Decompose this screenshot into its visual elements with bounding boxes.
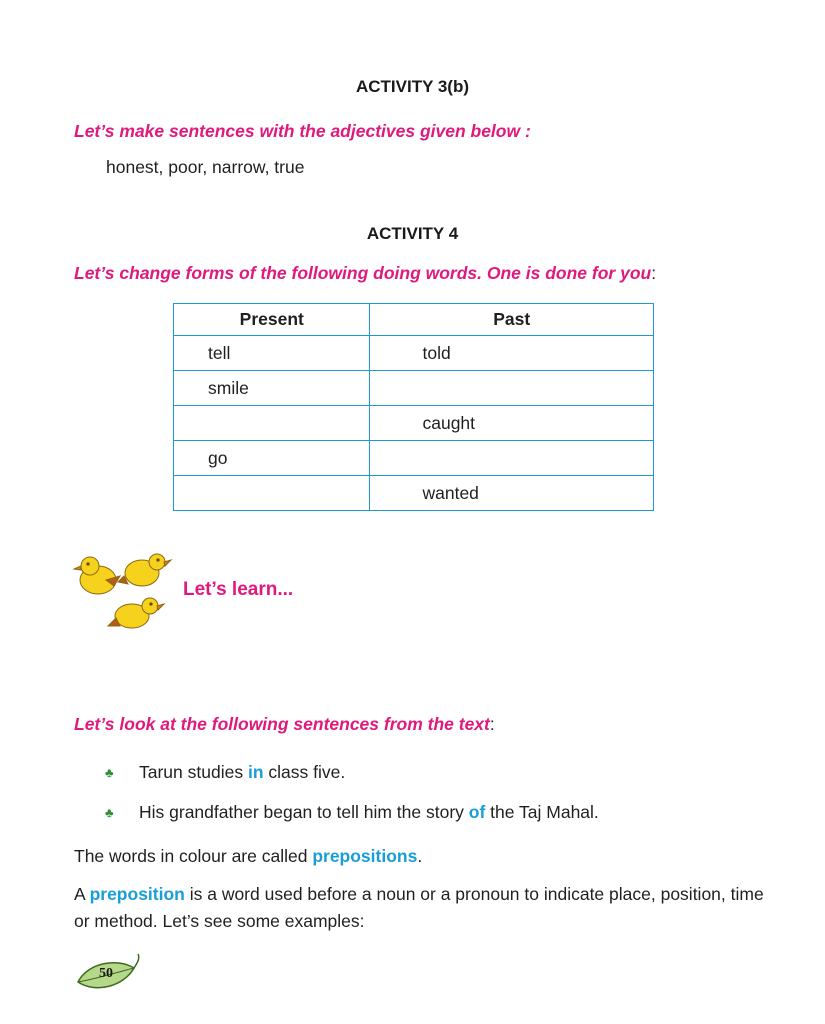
activity-3b-instruction: Let’s make sentences with the adjectives given below : xyxy=(74,121,531,141)
prepositions-instruction: Let’s look at the following sentences from the text: xyxy=(74,714,495,734)
preposition-keyword: in xyxy=(247,762,264,782)
table-row xyxy=(174,441,654,476)
colour-explanation: The words in colour are called prepositions. xyxy=(74,846,423,866)
preposition-keyword: of xyxy=(468,802,486,822)
list-item: ♣ His grandfather began to tell him the story of the Taj Mahal. xyxy=(105,802,599,822)
verb-forms-table xyxy=(173,303,654,511)
club-bullet-icon: ♣ xyxy=(105,765,114,780)
table-row xyxy=(174,476,654,511)
table-row xyxy=(174,406,654,441)
activity-3b-heading: ACTIVITY 3(b) xyxy=(355,77,470,96)
activity-4-heading: ACTIVITY 4 xyxy=(366,224,459,243)
column-header-present: Present xyxy=(174,304,370,336)
page-number: 50 xyxy=(99,966,113,981)
chicks-illustration xyxy=(72,548,176,636)
club-bullet-icon: ♣ xyxy=(105,805,114,820)
table-cell-present xyxy=(174,406,370,441)
table-cell-past: wanted xyxy=(370,476,654,511)
table-cell-past: told xyxy=(370,336,654,371)
table-cell-present: smile xyxy=(174,371,370,406)
list-item: ♣ Tarun studies in class five. xyxy=(105,762,346,782)
table-cell-present: tell xyxy=(174,336,370,371)
table-row xyxy=(174,336,654,371)
table-cell-present xyxy=(174,476,370,511)
preposition-definition: A preposition is a word used before a noun or a pronoun to indicate place, position, time or method. Let’s see some examples: xyxy=(74,884,764,931)
table-row xyxy=(174,371,654,406)
column-header-past: Past xyxy=(370,304,654,336)
lets-learn-title: Let’s learn... xyxy=(183,579,294,600)
adjectives-list: honest, poor, narrow, true xyxy=(106,157,305,177)
activity-4-instruction: Let’s change forms of the following doing words. One is done for you: xyxy=(74,263,657,283)
table-cell-present: go xyxy=(174,441,370,476)
table-cell-past: caught xyxy=(370,406,654,441)
table-cell-past xyxy=(370,371,654,406)
table-cell-past xyxy=(370,441,654,476)
